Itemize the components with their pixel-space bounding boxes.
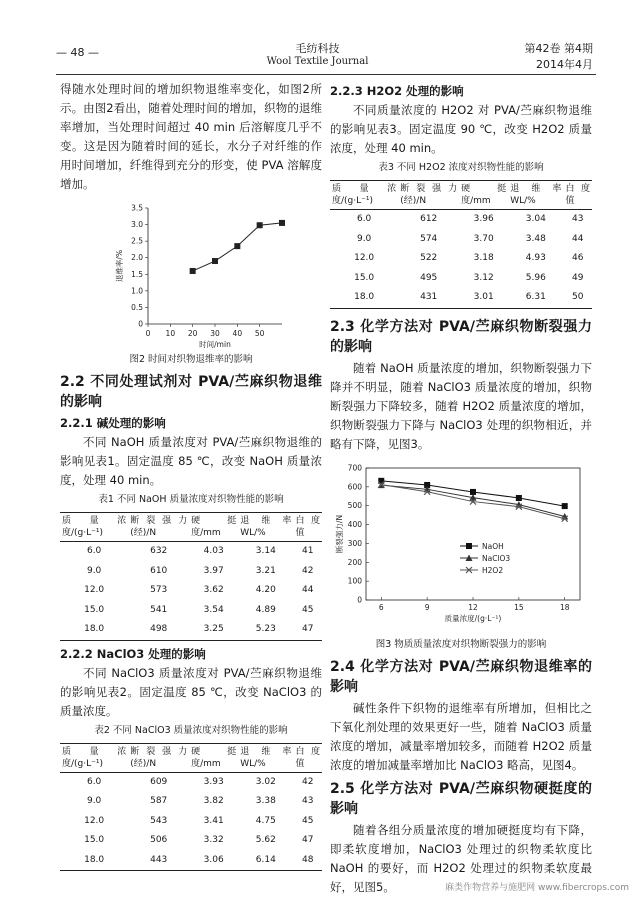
table-cell: 3.32 [203,835,224,846]
table-cell: 12.0 [84,815,105,826]
table-row [330,249,592,269]
table-cell: 3.02 [255,776,276,787]
table-cell: 44 [301,585,314,596]
x-axis-label: 质量浓度/(g·L⁻¹) [444,613,502,623]
table-2-caption: 表2 不同 NaClO3 质量浓度对织物性能的影响 [94,724,288,736]
table-cell: 3.01 [459,288,508,308]
y-tick-label: 700 [347,463,362,472]
x-tick-label: 15 [514,602,524,612]
page-number: — 48 — [56,46,99,59]
section-2-3-title: 2.3 化学方法对 PVA/苎麻织物断裂强力的影响 [330,318,592,355]
table-cell: 3.93 [203,776,224,787]
table-cell: 431 [398,288,459,308]
x-tick-label: 18 [559,602,570,612]
table-cell: 50 [563,288,592,308]
table-row [60,562,322,582]
table-cell: 47 [301,835,314,846]
data-point [234,243,240,249]
table-cell: 49 [571,272,584,283]
legend-label: H2O2 [482,565,504,575]
section-2-2-2-title: 2.2.2 NaClO3 处理的影响 [60,646,206,661]
table-row [60,542,322,562]
table-cell: 609 [150,776,168,787]
table-cell: 3.70 [473,233,494,244]
figure-3-caption: 图3 物质质量浓度对织物断裂强力的影响 [375,638,547,650]
y-tick-label: 0 [357,595,362,604]
x-tick-label: 50 [254,329,265,338]
table-cell: 3.21 [255,565,276,576]
section-2-2-3-text: 不同质量浓度的 H2O2 对 PVA/苎麻织物退维的影响见表3。固定温度 90 ℃，改变 H2O2 质量浓度，处理 40 min。 [330,103,592,155]
col-header: 硬挺度/mm [189,743,238,772]
section-2-5-text: 随着各组分质量浓度的增加硬挺度均有下降，即柔软度增加，NaClO3 处理过的织物柔软度比 NaOH 的要好，而 H2O2 处理过的织物柔软度最好，见图5。 [330,822,592,894]
table-cell: 42 [301,565,314,576]
table-cell: 3.48 [525,233,546,244]
table-cell: 541 [150,604,168,615]
col-header: 白度值 [293,743,322,772]
y-tick-label: 3.0 [131,220,143,230]
table-cell: 41 [301,546,314,557]
y-axis-label: 断裂强力/N [335,514,344,553]
table-row [60,620,322,640]
table-cell: 3.14 [255,546,276,557]
table-cell: 5.62 [255,835,276,846]
x-tick-label: 12 [468,602,478,612]
section-2-4-text: 碱性条件下织物的退维率有所增加，但相比之下氧化剂处理的效果更好一些，随着 NaClO3 质量浓度的增加，减量率增加较多，而随着 H2O2 质量浓度的增加减量率增加比 NaClO3 略高，见图4。 [330,700,592,772]
table-cell: 3.04 [525,214,546,225]
left-column [60,80,322,871]
table-row [60,772,322,792]
x-tick-label: 20 [187,329,198,338]
table-cell: 4.93 [525,253,546,264]
table-cell: 15.0 [84,604,105,615]
table-1 [60,512,322,641]
table-cell: 5.23 [238,620,293,640]
table-cell: 632 [150,546,168,557]
col-header: 断裂强力(经)/N [128,743,189,772]
x-tick-label: 0 [145,329,151,338]
table-cell: 522 [420,253,438,264]
table-cell: 3.54 [203,604,224,615]
x-tick-label: 10 [165,329,176,338]
volume-issue: 第42卷 第4期 [524,42,593,55]
table-cell: 3.41 [203,815,224,826]
y-tick-label: 100 [347,576,362,586]
data-point [470,488,476,494]
table-cell: 612 [420,214,438,225]
table-row [60,831,322,851]
data-point [257,222,263,228]
legend-marker [466,543,472,549]
x-tick-label: 40 [232,329,243,338]
section-2-5-title: 2.5 化学方法对 PVA/苎麻织物硬挺度的影响 [330,780,592,817]
table-cell: 3.06 [189,851,238,871]
table-cell: 498 [128,620,189,640]
table-cell: 3.96 [473,214,494,225]
journal-name-cn: 毛纺科技 [295,42,340,55]
table-cell: 4.03 [203,546,224,557]
table-cell: 4.89 [255,604,276,615]
table-cell: 15.0 [84,835,105,846]
table-cell: 45 [301,604,314,615]
y-tick-label: 3.5 [131,203,143,213]
table-cell: 9.0 [86,796,102,807]
figure-2-chart [60,200,322,350]
y-tick-label: 400 [347,519,362,529]
table-cell: 43 [571,214,584,225]
y-tick-label: 0 [138,319,143,329]
y-tick-label: 1.5 [131,269,143,279]
y-tick-label: 500 [347,500,362,510]
y-tick-label: 2.0 [131,253,143,263]
table-cell: 574 [420,233,438,244]
table-2 [60,743,322,872]
table-cell: 4.20 [255,585,276,596]
table-3 [330,180,592,309]
table-cell: 12.0 [84,585,105,596]
col-header: 硬挺度/mm [189,513,238,542]
table-row [60,812,322,832]
intro-paragraph: 得随水处理时间的增加织物退维率变化，如图2所示。由图2看出，随着处理时间的增加，织物的退维率增加，当处理时间超过 40 min 后溶解度几乎不变。这是因为随着时间的延长，水分子对纤维的作用时间增加，纤维得到充分的形变，使 PVA 溶解度增加。 [60,82,322,191]
table-cell: 48 [293,851,322,871]
table-cell: 42 [301,776,314,787]
col-header: 硬挺度/mm [459,181,508,210]
table-cell: 443 [128,851,189,871]
y-axis-label: 退维率/% [115,249,124,283]
table-row [60,601,322,621]
col-header: 质量浓度/(g·L⁻¹) [60,513,128,542]
col-header: 质量浓度/(g·L⁻¹) [330,181,398,210]
table-row [330,230,592,250]
x-axis-label: 时间/min [199,340,231,349]
table-cell: 3.25 [189,620,238,640]
section-2-2-3-title: 2.2.3 H2O2 处理的影响 [330,84,464,98]
section-2-2-1-title: 2.2.1 碱处理的影响 [60,416,166,430]
table-cell: 9.0 [86,565,102,576]
y-tick-label: 200 [347,557,362,567]
section-2-3-text: 随着 NaOH 质量浓度的增加，织物断裂强力下降并不明显，随着 NaClO3 质量浓度的增加，织物断裂强力下降较多，随着 H2O2 质量浓度的增加，织物断裂强力下降与 NaClO3 处理的织物相近，并略有下降，见图3。 [330,360,592,451]
figure-2-caption: 图2 时间对织物退维率的影响 [129,354,253,365]
table-1-caption: 表1 不同 NaOH 质量浓度对织物性能的影响 [98,494,284,505]
table-cell: 3.18 [473,253,494,264]
col-header: 白度值 [293,513,322,542]
table-cell: 44 [571,233,584,244]
data-point [212,258,218,264]
table-cell: 43 [301,796,314,807]
y-tick-label: 300 [347,538,362,548]
table-cell: 45 [301,815,314,826]
table-cell: 3.12 [473,272,494,283]
right-column [330,80,592,897]
table-cell: 3.62 [203,585,224,596]
table-row [60,851,322,871]
col-header: 质量浓度/(g·L⁻¹) [60,743,128,772]
col-header: 白度值 [563,181,592,210]
table-cell: 3.38 [255,796,276,807]
table-cell: 573 [150,585,168,596]
table-row [330,288,592,308]
x-tick-label: 30 [210,329,220,338]
y-tick-label: 1.0 [131,286,143,296]
table-cell: 543 [150,815,168,826]
x-tick-label: 9 [424,602,430,612]
table-cell: 6.0 [86,776,102,787]
y-tick-label: 600 [347,481,362,491]
section-2-2-2-text: 不同 NaClO3 质量浓度对 PVA/苎麻织物退维的影响见表2。固定温度 85 ℃，改变 NaClO3 的质量浓度。 [60,665,322,718]
table-cell: 6.31 [508,288,563,308]
table-cell: 18.0 [60,620,128,640]
legend-label: NaClO3 [482,553,511,563]
x-tick-label: 6 [378,602,384,612]
table-cell: 12.0 [354,253,375,264]
plot-frame [366,468,580,600]
issue-date: 2014年4月 [536,58,593,71]
journal-name-en: Wool Textile Journal [266,56,369,67]
y-tick-label: 0.5 [131,302,143,312]
watermark: 麻类作物营养与施肥网 www.fibercrops.com [445,883,629,893]
header-rule [56,74,596,75]
table-cell: 15.0 [354,272,375,283]
y-tick-label: 2.5 [131,236,143,246]
section-2-2-1-text: 不同 NaOH 质量浓度对 PVA/苎麻织物退维的影响见表1。固定温度 85 ℃，改变 NaOH 质量浓度，处理 40 min。 [60,435,322,487]
table-3-caption: 表3 不同 H2O2 浓度对织物性能的影响 [378,162,544,173]
table-cell: 9.0 [356,233,372,244]
legend-label: NaOH [482,541,504,551]
table-cell: 4.75 [255,815,276,826]
col-header: 退维率 WL/% [508,181,563,210]
table-cell: 5.96 [525,272,546,283]
table-row [60,581,322,601]
table-row [330,269,592,289]
table-cell: 18.0 [330,288,398,308]
table-cell: 3.97 [203,565,224,576]
col-header: 退维率 WL/% [238,513,293,542]
table-cell: 46 [571,253,584,264]
table-cell: 506 [150,835,168,846]
section-2-2-title: 2.2 不同处理试剂对 PVA/苎麻织物退维的影响 [60,374,322,410]
col-header: 断裂强力(经)/N [128,513,189,542]
table-row [60,792,322,812]
table-cell: 47 [293,620,322,640]
figure-3-chart [330,460,592,635]
col-header: 退维率 WL/% [238,743,293,772]
data-point [562,503,568,509]
section-2-4-title: 2.4 化学方法对 PVA/苎麻织物退维率的影响 [330,658,592,695]
table-cell: 587 [150,796,168,807]
data-point [516,494,522,500]
table-cell: 610 [150,565,168,576]
data-point [190,268,196,274]
table-cell: 495 [420,272,438,283]
col-header: 断裂强力(经)/N [398,181,459,210]
table-cell: 18.0 [60,851,128,871]
data-point [279,220,285,226]
table-cell: 6.0 [86,546,102,557]
table-cell: 6.0 [356,214,372,225]
table-cell: 6.14 [238,851,293,871]
table-row [330,210,592,230]
table-cell: 3.82 [203,796,224,807]
